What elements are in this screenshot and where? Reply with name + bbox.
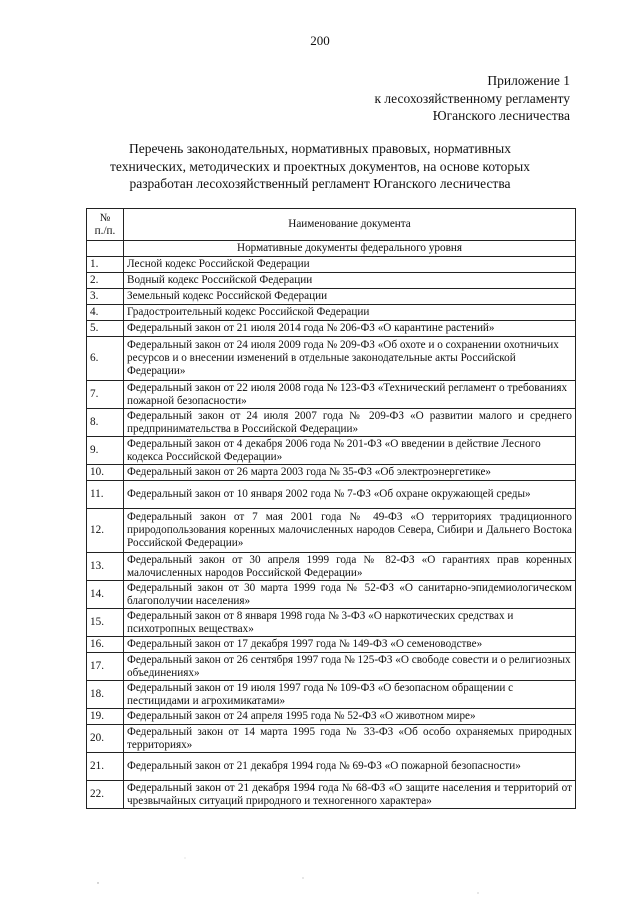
table-row [87,481,576,509]
document-name: Федеральный закон от 24 апреля 1995 года № 52-ФЗ «О животном мире» [124,709,576,725]
row-number: 17. [87,653,124,681]
table-row [87,681,576,709]
table-row [87,781,576,809]
title-line-2: технических, методических и проектных документов, на основе которых [110,158,530,174]
document-name: Федеральный закон от 19 июля 1997 года № 109-ФЗ «О безопасном обращении с пестицидами и агрохимикатами» [124,681,576,709]
row-number: 5. [87,321,124,337]
document-name: Федеральный закон от 14 марта 1995 года № 33-ФЗ «Об особо охраняемых природных территориях» [124,725,576,753]
table-row [87,653,576,681]
document-name: Федеральный закон от 21 июля 2014 года № 206-ФЗ «О карантине растений» [124,321,576,337]
section-title: Нормативные документы федерального уровня [124,241,576,257]
row-number: 18. [87,681,124,709]
row-number: 19. [87,709,124,725]
table-row [87,581,576,609]
row-number: 11. [87,481,124,509]
document-name: Федеральный закон от 7 мая 2001 года № 49-ФЗ «О территориях традиционного природопользования коренных малочисленных народов Севера, Сибири и Дальнего Востока Российской Федерации» [124,509,576,553]
row-number: 20. [87,725,124,753]
document-name: Земельный кодекс Российской Федерации [124,289,576,305]
row-number: 13. [87,553,124,581]
table-row [87,553,576,581]
document-name: Градостроительный кодекс Российской Федерации [124,305,576,321]
table-row [87,753,576,781]
table-row [87,337,576,381]
table-row [87,305,576,321]
table-row [87,609,576,637]
row-number: 14. [87,581,124,609]
document-name: Федеральный закон от 26 сентября 1997 года № 125-ФЗ «О свободе совести и о религиозных объединениях» [124,653,576,681]
documents-table-body [87,209,576,809]
table-row [87,321,576,337]
document-name: Федеральный закон от 4 декабря 2006 года № 201-ФЗ «О введении в действие Лесного кодекса Российской Федерации» [124,437,576,465]
document-name: Федеральный закон от 30 апреля 1999 года № 82-ФЗ «О гарантиях прав коренных малочисленных народов Российской Федерации» [124,553,576,581]
document-name: Водный кодекс Российской Федерации [124,273,576,289]
scan-speck [185,858,186,859]
document-name: Лесной кодекс Российской Федерации [124,257,576,273]
row-number: 4. [87,305,124,321]
document-name: Федеральный закон от 22 июля 2008 года № 123-ФЗ «Технический регламент о требованиях пожарной безопасности» [124,381,576,409]
table-row [87,509,576,553]
document-name: Федеральный закон от 21 декабря 1994 года № 69-ФЗ «О пожарной безопасности» [124,753,576,781]
scan-speck [302,877,303,878]
table-row [87,289,576,305]
scan-speck [97,882,98,883]
document-name: Федеральный закон от 26 марта 2003 года № 35-ФЗ «Об электроэнергетике» [124,465,576,481]
appendix-line-2: к лесохозяйственному регламенту [374,90,570,106]
appendix-header [375,72,571,125]
row-number: 6. [87,337,124,381]
document-name: Федеральный закон от 21 декабря 1994 года № 68-ФЗ «О защите населения и территорий от чрезвычайных ситуаций природного и техногенного характера» [124,781,576,809]
title-line-3: разработан лесохозяйственный регламент Юганского лесничества [129,176,511,191]
scan-speck [477,892,478,893]
document-name: Федеральный закон от 10 января 2002 года № 7-ФЗ «Об охране окружающей среды» [124,481,576,509]
table-row [87,273,576,289]
header-number-cell [87,209,124,241]
row-number: 12. [87,509,124,553]
document-list-title [80,140,560,193]
header-name-cell: Наименование документа [124,209,576,241]
table-header-row [87,209,576,241]
appendix-line-1: Приложение 1 [487,73,570,88]
row-number: 21. [87,753,124,781]
section-empty-cell [87,241,124,257]
row-number: 15. [87,609,124,637]
row-number: 8. [87,409,124,437]
documents-table [86,208,576,809]
table-row [87,257,576,273]
row-number: 7. [87,381,124,409]
document-name: Федеральный закон от 24 июля 2009 года № 209-ФЗ «Об охоте и о сохранении охотничьих ресурсов и о внесении изменений в отдельные законодательные акты Российской Федерации» [124,337,576,381]
header-number-symbol: № [99,211,111,224]
table-row [87,409,576,437]
table-row [87,637,576,653]
page-number: 200 [310,33,330,48]
row-number: 9. [87,437,124,465]
row-number: 1. [87,257,124,273]
table-row [87,465,576,481]
table-row [87,709,576,725]
table-row [87,725,576,753]
section-row [87,241,576,257]
document-name: Федеральный закон от 30 марта 1999 года № 52-ФЗ «О санитарно-эпидемиологическом благополучии населения» [124,581,576,609]
row-number: 10. [87,465,124,481]
row-number: 16. [87,637,124,653]
table-row [87,381,576,409]
row-number: 2. [87,273,124,289]
title-line-1: Перечень законодательных, нормативных правовых, нормативных [129,141,511,156]
row-number: 22. [87,781,124,809]
appendix-line-3: Юганского лесничества [432,108,570,123]
document-name: Федеральный закон от 8 января 1998 года № 3-ФЗ «О наркотических средствах и психотропных веществах» [124,609,576,637]
document-name: Федеральный закон от 24 июля 2007 года № 209-ФЗ «О развитии малого и среднего предпринимательства в Российской Федерации» [124,409,576,437]
table-row [87,437,576,465]
header-number-abbrev: п./п. [94,224,116,237]
row-number: 3. [87,289,124,305]
document-name: Федеральный закон от 17 декабря 1997 года № 149-ФЗ «О семеноводстве» [124,637,576,653]
